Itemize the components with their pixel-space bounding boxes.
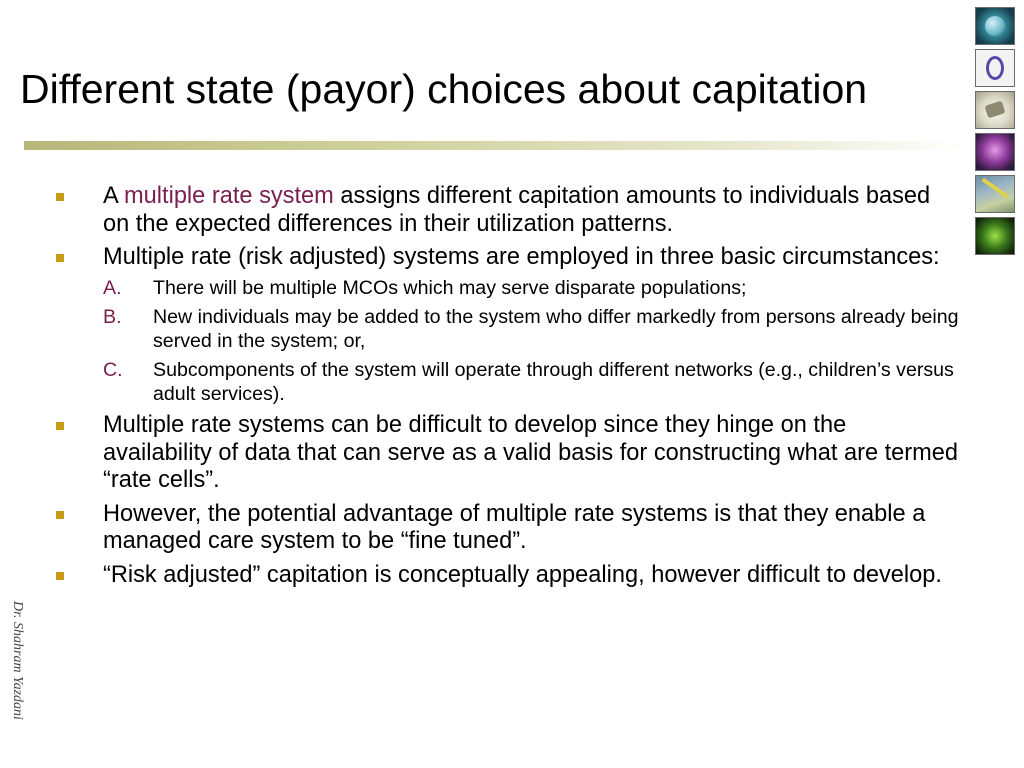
sub-item-letter: C. — [103, 359, 123, 381]
square-bullet-icon — [56, 422, 64, 430]
brain-scan-thumbnail-icon — [975, 133, 1015, 171]
sub-list — [103, 277, 961, 407]
sub-item-text: There will be multiple MCOs which may serve disparate populations; — [153, 276, 747, 299]
satellite-thumbnail-icon — [975, 175, 1015, 213]
bullet-3-text: Multiple rate systems can be difficult to develop since they hinge on the availability of data that can serve as a valid basis for constructing what are termed “rate cells”. — [103, 412, 959, 493]
bullet-list — [56, 183, 961, 595]
title-underline — [24, 141, 964, 150]
square-bullet-icon — [56, 193, 64, 201]
sub-item-a — [103, 277, 961, 301]
sub-item-letter: A. — [103, 276, 122, 299]
bullet-5-text: “Risk adjusted” capitation is conceptually appealing, however difficult to develop. — [103, 561, 942, 588]
bullet-1-text: assigns different capitation amounts to individuals based on the expected differences in their utilization patterns. — [103, 183, 931, 237]
bullet-1-prefix: A — [103, 183, 124, 209]
sub-item-c — [103, 359, 961, 406]
globe-thumbnail-icon — [975, 7, 1015, 45]
bullet-1-highlight: multiple rate system — [124, 183, 334, 209]
thumbnail-strip — [975, 7, 1017, 259]
square-bullet-icon — [56, 572, 64, 580]
orbit-thumbnail-icon — [975, 49, 1015, 87]
sub-item-text: New individuals may be added to the system who differ markedly from persons already being served in the system; or, — [153, 306, 959, 352]
bullet-item-3 — [56, 412, 961, 495]
bullet-item-1 — [56, 183, 961, 238]
square-bullet-icon — [56, 511, 64, 519]
sub-item-text: Subcomponents of the system will operate through different networks (e.g., children’s versus adult services). — [153, 359, 954, 405]
bullet-4-text: However, the potential advantage of multiple rate systems is that they enable a managed care system to be “fine tuned”. — [103, 500, 926, 554]
side-credit: Dr. Shahram Yazdani — [10, 601, 25, 720]
bullet-item-2 — [56, 244, 961, 406]
device-thumbnail-icon — [975, 91, 1015, 129]
slide-title: Different state (payor) choices about capitation — [20, 66, 868, 112]
sub-item-b — [103, 306, 961, 353]
sub-item-letter: B. — [103, 306, 122, 328]
bullet-2-text: Multiple rate (risk adjusted) systems are employed in three basic circumstances: — [103, 244, 940, 270]
bullet-item-5 — [56, 562, 961, 590]
green-scan-thumbnail-icon — [975, 217, 1015, 255]
bullet-item-4 — [56, 501, 961, 556]
square-bullet-icon — [56, 254, 64, 262]
